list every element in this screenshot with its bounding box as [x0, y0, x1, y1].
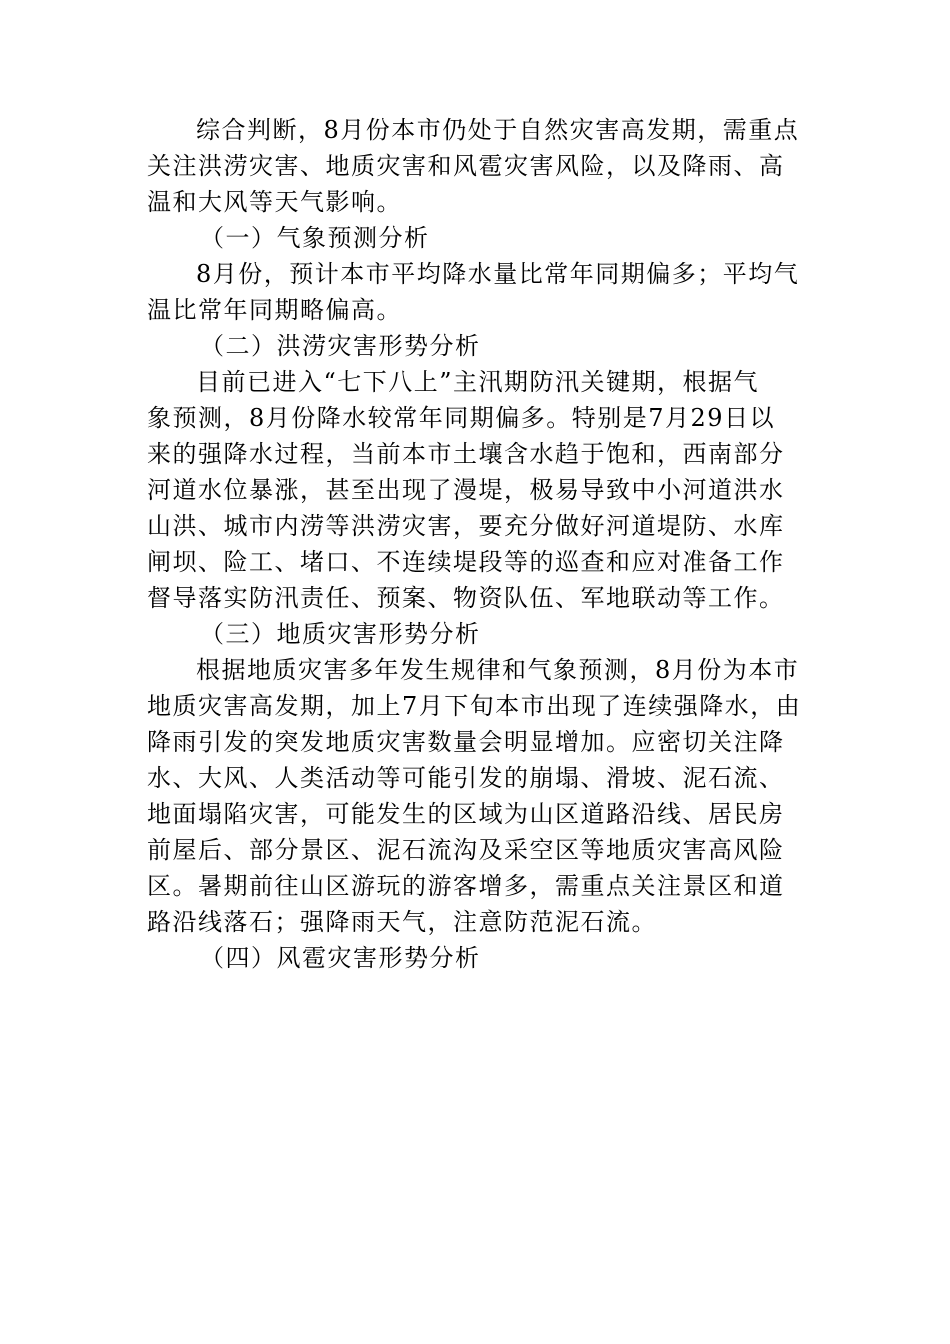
document-page: [147, 112, 807, 976]
text-line: 水、大风、人类活动等可能引发的崩塌、滑坡、泥石流、: [147, 764, 785, 792]
text-line: 温和大风等天气影响。: [147, 188, 402, 216]
text-line: 河道水位暴涨，甚至出现了漫堤，极易导致中小河道洪水: [147, 476, 785, 504]
text-line: 督导落实防汛责任、预案、物资队伍、军地联动等工作。: [147, 584, 785, 612]
text-line: 象预测，8月份降水较常年同期偏多。特别是7月29日以: [147, 404, 776, 432]
paragraph-geology: [147, 652, 807, 940]
text-line: 温比常年同期略偏高。: [147, 296, 402, 324]
paragraph-weather: [147, 256, 807, 328]
paragraph-flood: [147, 364, 807, 616]
text-line: 来的强降水过程，当前本市土壤含水趋于饱和，西南部分: [147, 440, 785, 468]
paragraph-summary: [147, 112, 807, 220]
text-line: 前屋后、部分景区、泥石流沟及采空区等地质灾害高风险: [147, 836, 785, 864]
text-line: 闸坝、险工、堵口、不连续堤段等的巡查和应对准备工作: [147, 548, 785, 576]
text-line: 地质灾害高发期，加上7月下旬本市出现了连续强降水，由: [147, 692, 802, 720]
text-line: 综合判断，8月份本市仍处于自然灾害高发期，需重点: [196, 116, 800, 144]
section-heading-geology: （三）地质灾害形势分析: [200, 620, 481, 648]
text-line: 目前已进入“七下八上”主汛期防汛关键期，根据气: [196, 368, 760, 396]
text-line: 关注洪涝灾害、地质灾害和风雹灾害风险，以及降雨、高: [147, 152, 785, 180]
text-line: 8月份，预计本市平均降水量比常年同期偏多；平均气: [196, 260, 800, 288]
section-heading-weather: （一）气象预测分析: [200, 224, 430, 252]
section-heading-flood: （二）洪涝灾害形势分析: [200, 332, 481, 360]
section-heading-hail: （四）风雹灾害形势分析: [200, 944, 481, 972]
text-line: 降雨引发的突发地质灾害数量会明显增加。应密切关注降: [147, 728, 785, 756]
text-line: 路沿线落石；强降雨天气，注意防范泥石流。: [147, 908, 657, 936]
text-line: 根据地质灾害多年发生规律和气象预测，8月份为本市: [196, 656, 800, 684]
text-line: 山洪、城市内涝等洪涝灾害，要充分做好河道堤防、水库: [147, 512, 785, 540]
text-line: 地面塌陷灾害，可能发生的区域为山区道路沿线、居民房: [147, 800, 785, 828]
text-line: 区。暑期前往山区游玩的游客增多，需重点关注景区和道: [147, 872, 785, 900]
